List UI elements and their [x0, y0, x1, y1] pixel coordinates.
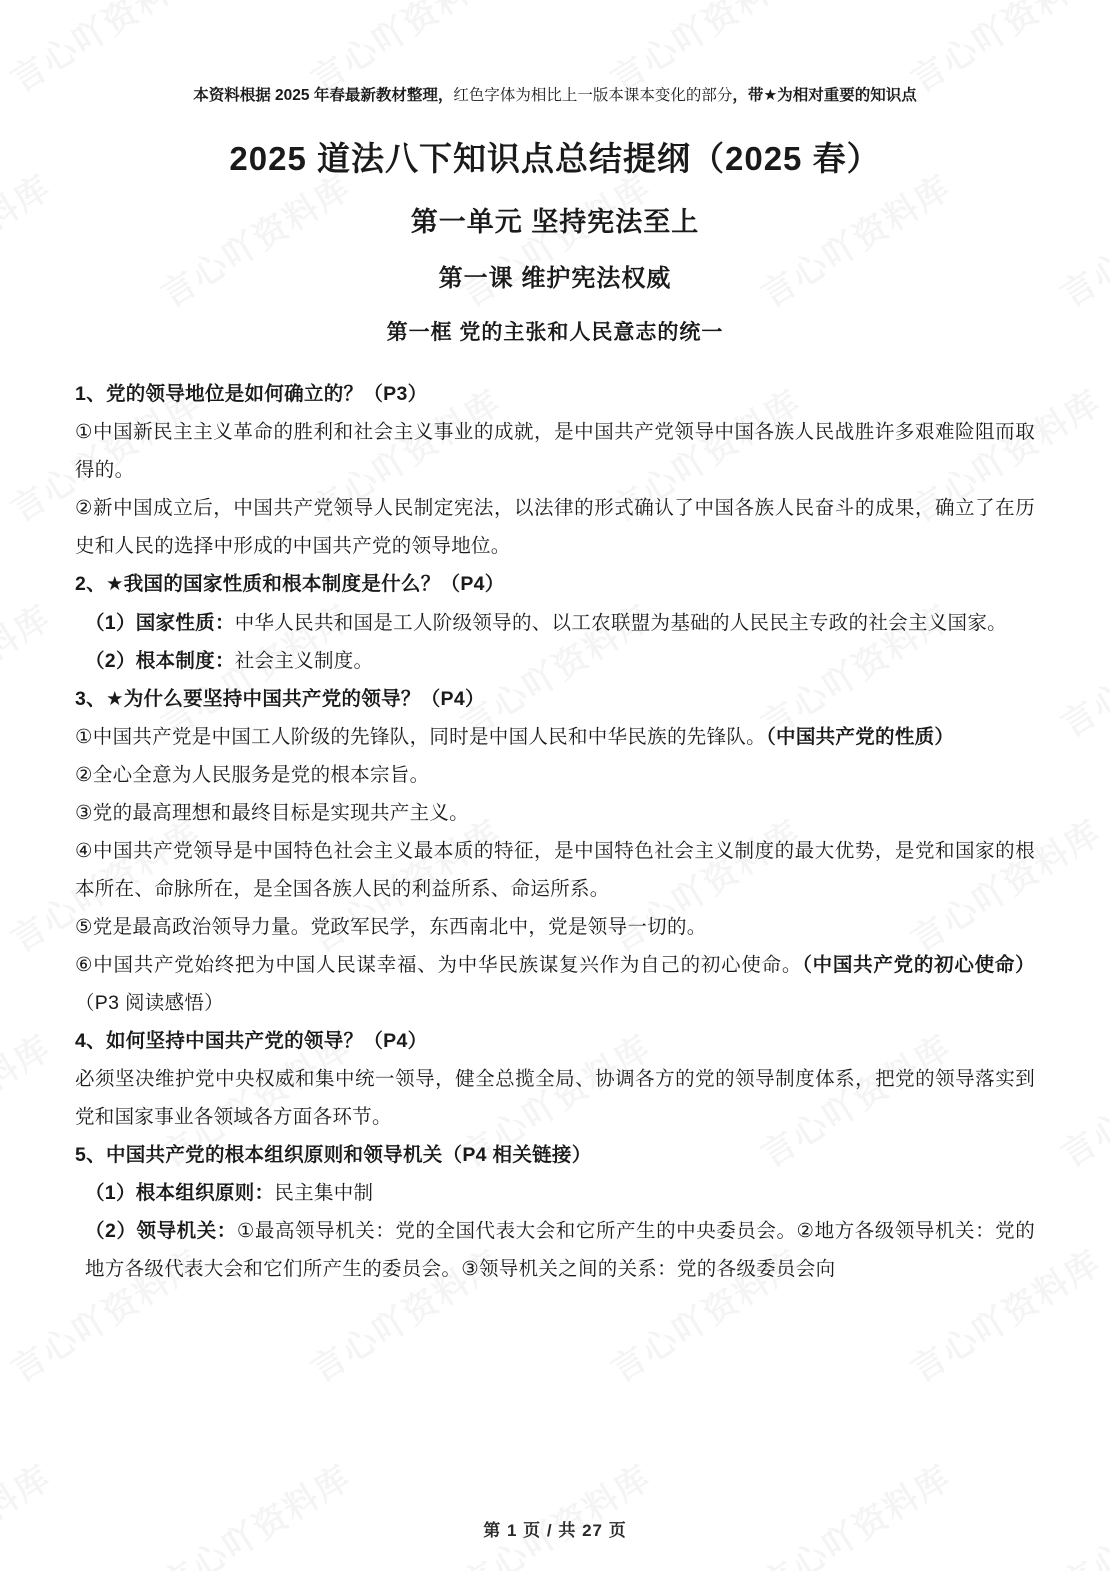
section-paragraph: [75, 1174, 1035, 1212]
section-heading: 4、如何坚持中国共产党的领导？（P4）: [75, 1029, 428, 1052]
paragraph-text: 中华人民共和国是工人阶级领导的、以工农联盟为基础的人民民主专政的社会主义国家。: [234, 611, 1007, 634]
section-heading: 3、★为什么要坚持中国共产党的领导？（P4）: [75, 687, 485, 710]
paragraph-text: ②新中国成立后，中国共产党领导人民制定宪法，以法律的形式确认了中国各族人民奋斗的成果，确立了在历史和人民的选择中形成的中国共产党的领导地位。: [75, 497, 1035, 558]
header-note-part1: 本资料根据 2025 年春最新教材整理，: [193, 87, 454, 104]
section-paragraph: [75, 413, 1035, 489]
watermark-text: [1050, 1451, 1110, 1571]
paragraph-bold-lead: （1）国家性质：: [85, 611, 235, 634]
section-paragraph: [75, 604, 1035, 642]
paragraph-text: ③党的最高理想和最终目标是实现共产主义。: [75, 801, 469, 824]
section-paragraph: [75, 1212, 1035, 1288]
paragraph-bold-tail: （中国共产党的性质）: [765, 725, 955, 748]
paragraph-bold-lead: （2）领导机关：: [85, 1219, 237, 1242]
paragraph-text: ①中国新民主主义革命的胜利和社会主义事业的成就，是中国共产党领导中国各族人民战胜许多艰难险阻而取得的。: [75, 421, 1035, 482]
section-paragraph: [75, 756, 1035, 794]
page-footer: 第 1 页 / 共 27 页: [483, 1521, 627, 1540]
section-paragraph: [75, 908, 1035, 946]
section-paragraph: [75, 642, 1035, 680]
watermark-text: [750, 1451, 959, 1571]
frame-title: 第一框 党的主张和人民意志的统一: [386, 321, 724, 345]
document-content: [0, 84, 1110, 1288]
watermark-text: [450, 1451, 659, 1571]
watermark-text: [0, 1451, 59, 1571]
paragraph-bold-lead: （1）根本组织原则：: [85, 1181, 275, 1204]
paragraph-text: ⑤党是最高政治领导力量。党政军民学，东西南北中，党是领导一切的。: [75, 915, 707, 938]
paragraph-text: ①最高领导机关：党的全国代表大会和它所产生的中央委员会。②地方各级领导机关：党的地方各级代表大会和它们所产生的委员会。③领导机关之间的关系：党的各级委员会向: [85, 1219, 1035, 1280]
section-heading: 1、党的领导地位是如何确立的？（P3）: [75, 383, 428, 406]
section-heading: 2、★我国的国家性质和根本制度是什么？（P4）: [75, 573, 505, 596]
section-paragraph: [75, 489, 1035, 565]
paragraph-text: 民主集中制: [274, 1181, 374, 1204]
paragraph-text: 必须坚决维护党中央权威和集中统一领导，健全总揽全局、协调各方的党的领导制度体系，把党的领导落实到党和国家事业各领域各方面各环节。: [75, 1067, 1035, 1128]
paragraph-text: ④中国共产党领导是中国特色社会主义最本质的特征，是中国特色社会主义制度的最大优势，是党和国家的根本所在、命脉所在，是全国各族人民的利益所系、命运所系。: [75, 839, 1035, 900]
section-heading: 5、中国共产党的根本组织原则和领导机关（P4 相关链接）: [75, 1143, 592, 1166]
section-paragraph: [75, 946, 1035, 1022]
paragraph-text: ②全心全意为人民服务是党的根本宗旨。: [75, 763, 430, 786]
body-sections: [75, 375, 1035, 1287]
header-note-part3: ，带★为相对重要的知识点: [732, 87, 917, 104]
page-title: 2025 道法八下知识点总结提纲（2025 春）: [229, 140, 881, 178]
paragraph-text: 社会主义制度。: [234, 649, 374, 672]
paragraph-text: ①中国共产党是中国工人阶级的先锋队，同时是中国人民和中华民族的先锋队。: [75, 725, 766, 748]
header-note-part2: 红色字体为相比上一版本课本变化的部分: [453, 87, 733, 104]
section-paragraph: [75, 794, 1035, 832]
paragraph-bold-tail: （中国共产党的初心使命）: [802, 953, 1035, 976]
watermark-text: [150, 1451, 359, 1571]
lesson-title: 第一课 维护宪法权威: [438, 264, 672, 292]
paragraph-bold-lead: （2）根本制度：: [85, 649, 235, 672]
paragraph-plain-tail: （P3 阅读感悟）: [75, 991, 224, 1014]
paragraph-text: ⑥中国共产党始终把为中国人民谋幸福、为中华民族谋复兴作为自己的初心使命。: [75, 953, 803, 976]
section-paragraph: [75, 832, 1035, 908]
section-paragraph: [75, 718, 1035, 756]
header-note: [75, 84, 1035, 107]
unit-title: 第一单元 坚持宪法至上: [410, 206, 700, 237]
section-paragraph: [75, 1060, 1035, 1136]
